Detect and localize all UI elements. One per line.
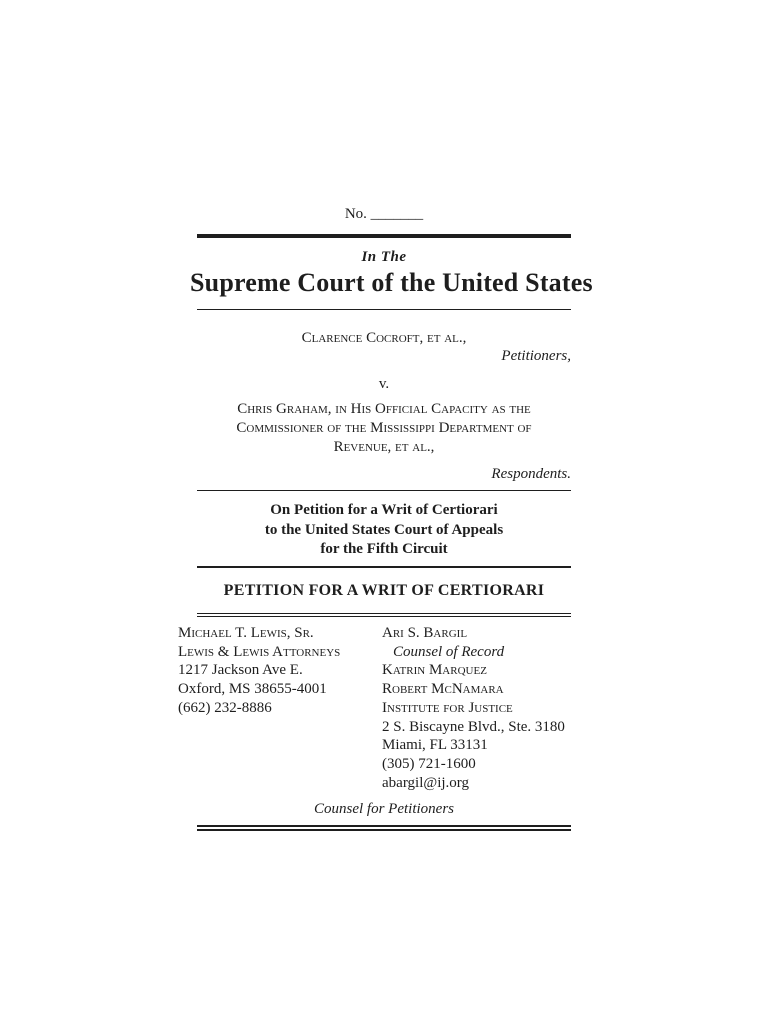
bottom-double-rule-a <box>197 825 571 827</box>
right-counsel-other-1: Katrin Marquez <box>382 662 487 679</box>
court-preamble: In The <box>361 249 407 265</box>
counsel-for-petitioners: Counsel for Petitioners <box>314 801 454 817</box>
docket-number: No. _______ <box>344 206 424 222</box>
counsel-left-block <box>178 624 340 718</box>
respondent-role: Respondents. <box>491 466 571 482</box>
respondent-line-2: Commissioner of the Mississippi Department of <box>236 420 532 436</box>
counsel-right-block <box>382 624 565 792</box>
right-counsel-phone: (305) 721-1600 <box>382 755 476 772</box>
writ-description <box>197 501 571 560</box>
writ-top-rule <box>197 490 571 491</box>
right-counsel-other-2: Robert McNamara <box>382 681 504 698</box>
left-counsel-street: 1217 Jackson Ave E. <box>178 662 303 679</box>
petition-double-rule-a <box>197 613 571 614</box>
versus: v. <box>378 376 390 392</box>
right-counsel-city: Miami, FL 33131 <box>382 737 488 754</box>
court-rule <box>197 309 571 310</box>
writ-bottom-rule <box>197 566 571 568</box>
respondent-line-1: Chris Graham, in His Official Capacity as the <box>237 401 531 417</box>
petition-double-rule-b <box>197 616 571 617</box>
right-counsel-street: 2 S. Biscayne Blvd., Ste. 3180 <box>382 718 565 735</box>
court-name: Supreme Court of the United States <box>190 268 593 297</box>
left-counsel-firm: Lewis & Lewis Attorneys <box>178 643 341 660</box>
counsel-of-record: Counsel of Record <box>393 643 505 660</box>
petitioner-role: Petitioners, <box>501 348 571 364</box>
left-counsel-name: Michael T. Lewis, Sr. <box>178 625 314 641</box>
writ-line-2: to the United States Court of Appeals <box>264 521 504 538</box>
writ-line-3: for the Fifth Circuit <box>320 541 448 557</box>
respondent-line-3: Revenue, et al., <box>333 439 435 455</box>
writ-line-1: On Petition for a Writ of Certiorari <box>270 502 498 518</box>
petitioner-name: Clarence Cocroft, et al., <box>301 330 467 346</box>
right-counsel-name: Ari S. Bargil <box>382 625 468 641</box>
right-counsel-org: Institute for Justice <box>382 699 513 716</box>
left-counsel-phone: (662) 232-8886 <box>178 699 272 716</box>
left-counsel-city: Oxford, MS 38655-4001 <box>178 681 327 698</box>
right-counsel-email: abargil@ij.org <box>382 774 469 791</box>
top-thick-rule <box>197 234 571 238</box>
bottom-double-rule-b <box>197 829 571 831</box>
petition-title: PETITION FOR A WRIT OF CERTIORARI <box>223 582 545 599</box>
